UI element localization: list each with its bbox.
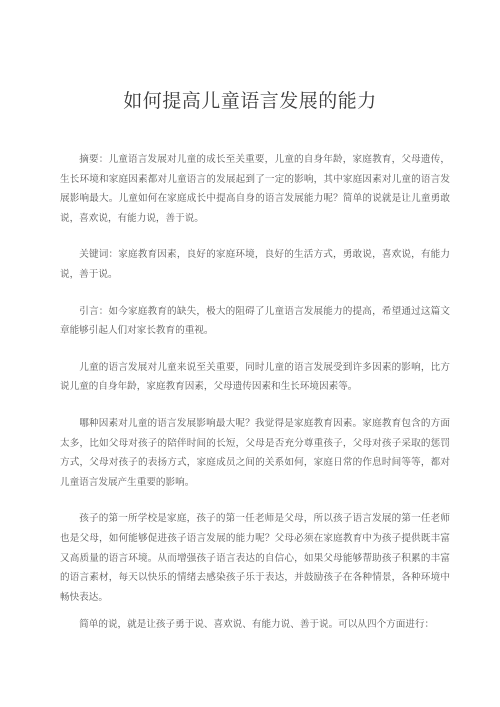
- body-paragraph-4: 简单的说，就是让孩子勇于说、喜欢说、有能力说、善于说。可以从四个方面进行：: [79, 619, 435, 631]
- keywords-paragraph: 关键词：家庭教育因素，良好的家庭环境，良好的生活方式，勇敢说，喜欢说，有能力说，善于说。: [60, 249, 450, 280]
- body-paragraph-1: 儿童的语言发展对儿童来说至关重要，同时儿童的语言发展受到许多因素的影响，比方说儿童的自身年龄，家庭教育因素，父母遗传因素和生长环境因素等。: [60, 361, 450, 393]
- document-body: [60, 150, 450, 652]
- body-paragraph-2: 哪种因素对儿童的语言发展影响最大呢？我觉得是家庭教育因素。家庭教育包含的方面太多，比如父母对孩子的陪伴时间的长短，父母是否充分尊重孩子，父母对孩子采取的惩罚方式，父母对孩子的表扬方式，家庭成员之间的关系如何，家庭日常的作息时间等等，都对儿童语言发展产生重要的影响。: [60, 417, 450, 488]
- body-paragraph-3: 孩子的第一所学校是家庭，孩子的第一任老师是父母，所以孩子语言发展的第一任老师也是父母，如何能够促进孩子语言发展的能力呢？父母必须在家庭教育中为孩子提供既丰富又高质量的语言环境。从而增强孩子语言表达的自信心，如果父母能够帮助孩子积累的丰富的语言素材，每天以快乐的情绪去感染孩子乐于表达，并鼓励孩子在各种情景，各种环境中畅快表达。: [60, 513, 450, 603]
- abstract-paragraph: 摘要：儿童语言发展对儿童的成长至关重要，儿童的自身年龄，家庭教育，父母遗传，生长环境和家庭因素都对儿童语言的发展起到了一定的影响，其中家庭因素对儿童的语言发展影响最大。儿童如何在家庭成长中提高自身的语言发展能力呢？简单的说就是让儿童勇敢说，喜欢说，有能力说，善于说。: [60, 154, 450, 224]
- introduction-paragraph: 引言：如今家庭教育的缺失，极大的阻碍了儿童语言发展能力的提高，希望通过这篇文章能够引起人们对家长教育的重视。: [60, 305, 450, 337]
- document-title: 如何提高儿童语言发展的能力: [123, 90, 377, 112]
